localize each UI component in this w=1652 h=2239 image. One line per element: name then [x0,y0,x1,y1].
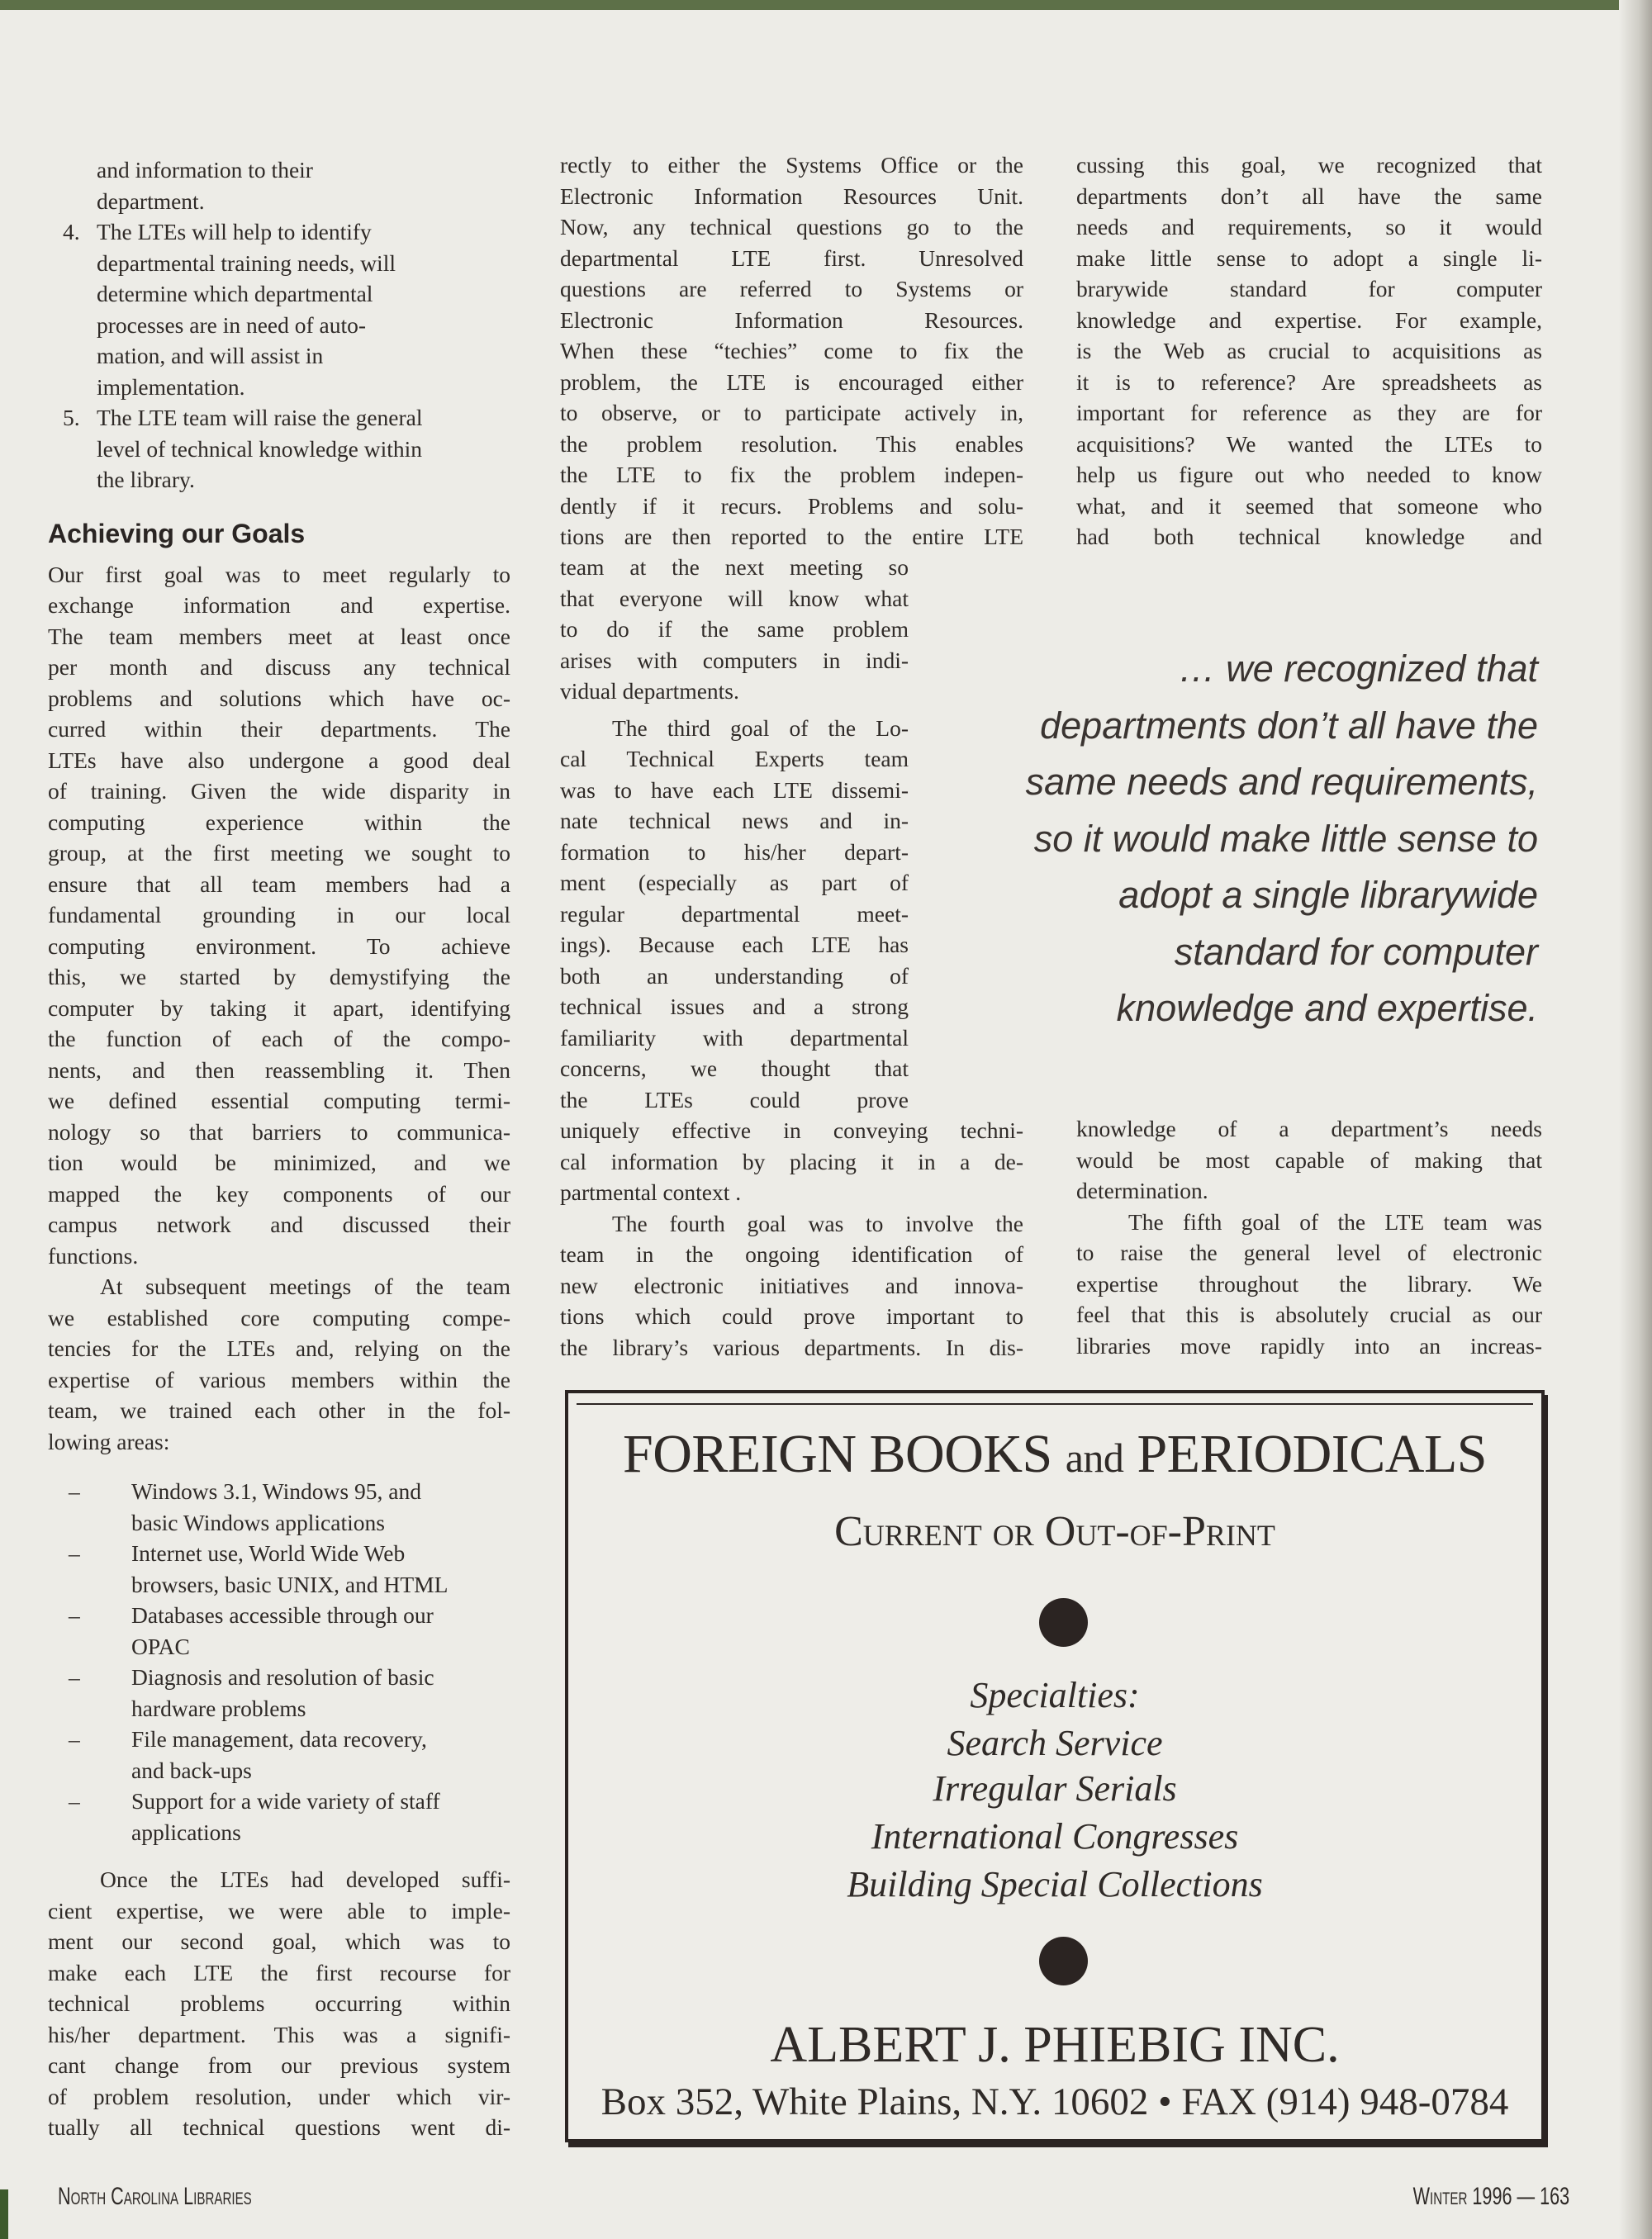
ad-specialty: Search Service [947,1723,1163,1763]
text-line: partmental context . [560,1179,742,1205]
dash-bullet-icon: – [69,1602,80,1628]
column-2-bottom [560,1115,1023,1363]
text-line: important for reference as they are for [1076,400,1542,425]
dash-bullet-icon: – [69,1478,80,1504]
text-line: ensure that all team members had a [48,870,510,897]
text-line: the library’s various departments. In dis- [560,1334,1023,1360]
text-line: lowing areas: [48,1428,170,1454]
text-line: standard for computer [1174,930,1538,973]
bullet-item [48,1538,510,1600]
text-line: knowledge and expertise. [1116,987,1538,1029]
dash-bullet-icon: – [69,1726,80,1752]
text-line: was to have each LTE dissemi- [560,776,909,803]
text-line: expertise throughout the library. We [1076,1270,1542,1297]
text-line: familiarity with departmental [560,1024,909,1051]
text-line: mation, and will assist in [97,343,324,368]
ad-specialty: Irregular Serials [933,1768,1177,1809]
text-line: adopt a single librarywide [1118,874,1538,916]
text-line: of training. Given the wide disparity in [48,778,510,804]
text-line: LTEs have also undergone a good deal [48,747,510,773]
bullet-item [48,1786,510,1848]
ad-title [568,1423,1541,1489]
ad-specialties-label: Specialties: [970,1675,1140,1715]
text-line: computer by taking it apart, identifying [48,994,510,1021]
text-line: The fifth goal of the LTE team was [1128,1208,1542,1235]
text-line: dently if it recurs. Problems and solu- [560,492,1023,519]
paragraph [1076,1207,1542,1362]
text-line: tions which could prove important to [560,1303,1023,1329]
paragraph [560,1115,1023,1208]
text-line: File management, data recovery, [131,1726,427,1752]
paragraph [560,713,909,1116]
bullet-item [48,1600,510,1662]
ad-title-part: FOREIGN BOOKS [623,1424,1052,1484]
text-line: Databases accessible through our [131,1602,434,1628]
text-line: nents, and then reassembling it. Then [48,1056,510,1083]
bullet-dot-icon [1039,1598,1088,1647]
text-line: that everyone will know what [560,585,909,611]
text-line: problem, the LTE is encouraged either [560,368,1023,395]
text-line: help us figure out who needed to know [1076,462,1542,487]
column-1 [48,154,510,2143]
text-line: regular departmental meet- [560,900,909,927]
text-line: At subsequent meetings of the team [100,1274,510,1299]
text-line: and information to their [97,157,313,183]
text-line: tions are then reported to the entire LTE [560,524,1023,549]
dash-bullet-icon: – [69,1664,80,1690]
text-line: we established core computing compe- [48,1304,510,1331]
text-line: the LTE to fix the problem indepen- [560,462,1023,487]
ad-top-rule [577,1403,1533,1405]
text-line: Internet use, World Wide Web [131,1540,406,1566]
text-line: would be most capable of making that [1076,1146,1542,1173]
text-line: the LTEs could prove [560,1086,909,1112]
text-line: department. [97,187,205,214]
text-line: his/her department. This was a signifi- [48,2021,510,2047]
dash-bullet-icon: – [69,1788,80,1814]
text-line: Electronic Information Resources. [560,306,1023,333]
text-line: team, we trained each other in the fol- [48,1397,510,1423]
list-item-4 [48,216,510,402]
text-line: Diagnosis and resolution of basic [131,1664,434,1690]
text-line: technical issues and a strong [560,994,909,1019]
text-line: arises with computers in indi- [560,647,909,673]
list-item-5 [48,402,510,496]
text-line: cant change from our previous system [48,2052,510,2078]
footer-publication: North Carolina Libraries [58,2183,252,2210]
section-heading: Achieving our Goals [48,518,306,548]
paragraph [560,552,909,707]
text-line: group, at the first meeting we sought to [48,840,510,866]
text-line: The fourth goal was to involve the [612,1210,1023,1236]
text-line: departmental training needs, will [97,249,396,276]
text-line: Once the LTEs had developed suffi- [100,1867,510,1892]
text-line: the function of each of the compo- [48,1026,510,1051]
text-line: When these “techies” come to fix the [560,338,1023,363]
paragraph [560,1208,1023,1364]
text-line: departments don’t all have the same [1076,183,1542,209]
text-line: computing experience within the [48,809,510,835]
bullet-item [48,1724,510,1786]
text-line: rectly to either the Systems Office or the [560,152,1023,178]
text-line: curred within their departments. The [48,716,510,742]
text-line: Windows 3.1, Windows 95, and [131,1478,421,1504]
text-line: to do if the same problem [560,616,909,642]
text-line: the problem resolution. This enables [560,430,1023,457]
text-line: team in the ongoing identification of [560,1241,1023,1267]
ad-title-part: and [1065,1435,1124,1481]
text-line: departments don’t all have the [1040,704,1538,747]
text-line: new electronic initiatives and innova- [560,1272,1023,1298]
text-line: tually all technical questions went di- [48,2114,510,2140]
paragraph [48,1864,510,2143]
text-line: Now, any technical questions go to the [560,214,1023,240]
text-line: team at the next meeting so [560,554,909,580]
advertisement-box [565,1390,1545,2142]
ad-company-name: ALBERT J. PHIEBIG INC. [770,2017,1340,2073]
paragraph [48,1271,510,1457]
ad-subtitle: Current or Out-of-Print [834,1508,1275,1555]
column-3-top [1076,149,1542,553]
text-line: problems and solutions which have oc- [48,685,510,711]
text-line: of problem resolution, under which vir- [48,2083,510,2109]
text-line: per month and discuss any technical [48,654,510,680]
text-line: cal information by placing it in a de- [560,1148,1023,1174]
text-line: … we recognized that [1178,648,1538,690]
bullet-dot-icon [1039,1937,1088,1985]
text-line: make little sense to adopt a single li- [1076,244,1542,271]
text-line: fundamental grounding in our local [48,902,510,927]
text-line: is the Web as crucial to acquisitions as [1076,338,1542,363]
text-line: knowledge of a department’s needs [1076,1116,1542,1141]
text-line: what, and it seemed that someone who [1076,492,1542,519]
column-2-top [560,149,1023,553]
ad-specialty: Building Special Collections [847,1864,1263,1905]
text-line: questions are referred to Systems or [560,276,1023,301]
text-line: Electronic Information Resources Unit. [560,183,1023,209]
text-line: tencies for the LTEs and, relying on the [48,1335,510,1361]
page-edge-band [0,0,1652,10]
list-number: 5. [63,405,80,430]
text-line: The LTEs will help to identify [97,219,372,244]
text-line: ings). Because each LTE has [560,932,909,957]
text-line: functions. [48,1242,139,1269]
text-line: knowledge and expertise. For example, [1076,306,1542,333]
text-line: basic Windows applications [131,1509,385,1535]
text-line: to raise the general level of electronic [1076,1240,1542,1265]
text-line: brarywide standard for computer [1076,276,1542,301]
text-line: mapped the key components of our [48,1180,510,1207]
text-line: The LTE team will raise the general [97,405,423,430]
footer-issue-page: Winter 1996 — 163 [1412,2183,1569,2210]
dash-bullet-icon: – [69,1540,80,1566]
ad-specialty: International Congresses [871,1816,1239,1857]
list-number: 4. [63,219,80,244]
text-line: needs and requirements, so it would [1076,214,1542,240]
list-item-3-continuation [48,154,510,216]
text-line: ment (especially as part of [560,870,909,895]
text-line: determination. [1076,1178,1208,1203]
text-line: cussing this goal, we recognized that [1076,152,1542,178]
text-line: concerns, we thought that [560,1055,909,1081]
text-line: implementation. [97,373,245,400]
text-line: exchange information and expertise. [48,592,510,618]
text-line: Our first goal was to meet regularly to [48,561,510,587]
bullet-item [48,1476,510,1538]
text-line: processes are in need of auto- [97,311,367,338]
text-line: The third goal of the Lo- [612,714,909,741]
text-line: and back-ups [131,1757,252,1783]
text-line: tion would be minimized, and we [48,1150,510,1175]
page-binding-shadow [1619,0,1652,2239]
text-line: campus network and discussed their [48,1212,510,1237]
paragraph [48,559,510,1272]
text-line: The team members meet at least once [48,623,510,649]
text-line: cal Technical Experts team [560,746,909,771]
text-line: same needs and requirements, [1025,761,1538,803]
ad-address: Box 352, White Plains, N.Y. 10602 • FAX (914) 948-0784 [601,2080,1509,2123]
text-line: vidual departments. [560,678,739,704]
text-line: this, we started by demystifying the [48,964,510,989]
text-line: expertise of various members within the [48,1366,510,1392]
text-line: so it would make little sense to [1033,817,1538,860]
text-line: it is to reference? Are spreadsheets as [1076,368,1542,395]
text-line: nology so that barriers to communica- [48,1118,510,1145]
text-line: OPAC [131,1633,190,1659]
text-line: Support for a wide variety of staff [131,1788,440,1814]
text-line: cient expertise, we were able to imple- [48,1897,510,1924]
text-line: formation to his/her depart- [560,838,909,865]
text-line: applications [131,1819,241,1845]
ad-title-part: PERIODICALS [1137,1424,1487,1484]
text-line: feel that this is absolutely crucial as our [1076,1302,1542,1327]
column-2-narrow [560,552,909,1115]
text-line: browsers, basic UNIX, and HTML [131,1571,449,1597]
text-line: departmental LTE first. Unresolved [560,244,1023,271]
page-corner [0,2189,8,2239]
text-line: to observe, or to participate actively in, [560,400,1023,425]
text-line: hardware problems [131,1695,306,1721]
paragraph [1076,1113,1542,1207]
text-line: had both technical knowledge and [1076,524,1542,549]
text-line: uniquely effective in conveying techni- [560,1117,1023,1143]
text-line: determine which departmental [97,281,373,306]
text-line: level of technical knowledge within [97,435,423,462]
text-line: make each LTE the first recourse for [48,1959,510,1985]
bullet-list [48,1476,510,1848]
text-line: libraries move rapidly into an increas- [1076,1332,1542,1359]
list-item-text [97,216,510,402]
text-line: ment our second goal, which was to [48,1928,510,1954]
list-item-text [97,402,510,496]
pull-quote [942,641,1538,1037]
text-line: nate technical news and in- [560,808,909,833]
text-line: both an understanding of [560,962,909,989]
text-line: computing environment. To achieve [48,932,510,959]
text-line: we defined essential computing termi- [48,1088,510,1113]
text-line: the library. [97,467,195,492]
column-3-bottom [1076,1113,1542,1361]
text-line: acquisitions? We wanted the LTEs to [1076,430,1542,457]
bullet-item [48,1662,510,1724]
text-line: technical problems occurring within [48,1990,510,2016]
